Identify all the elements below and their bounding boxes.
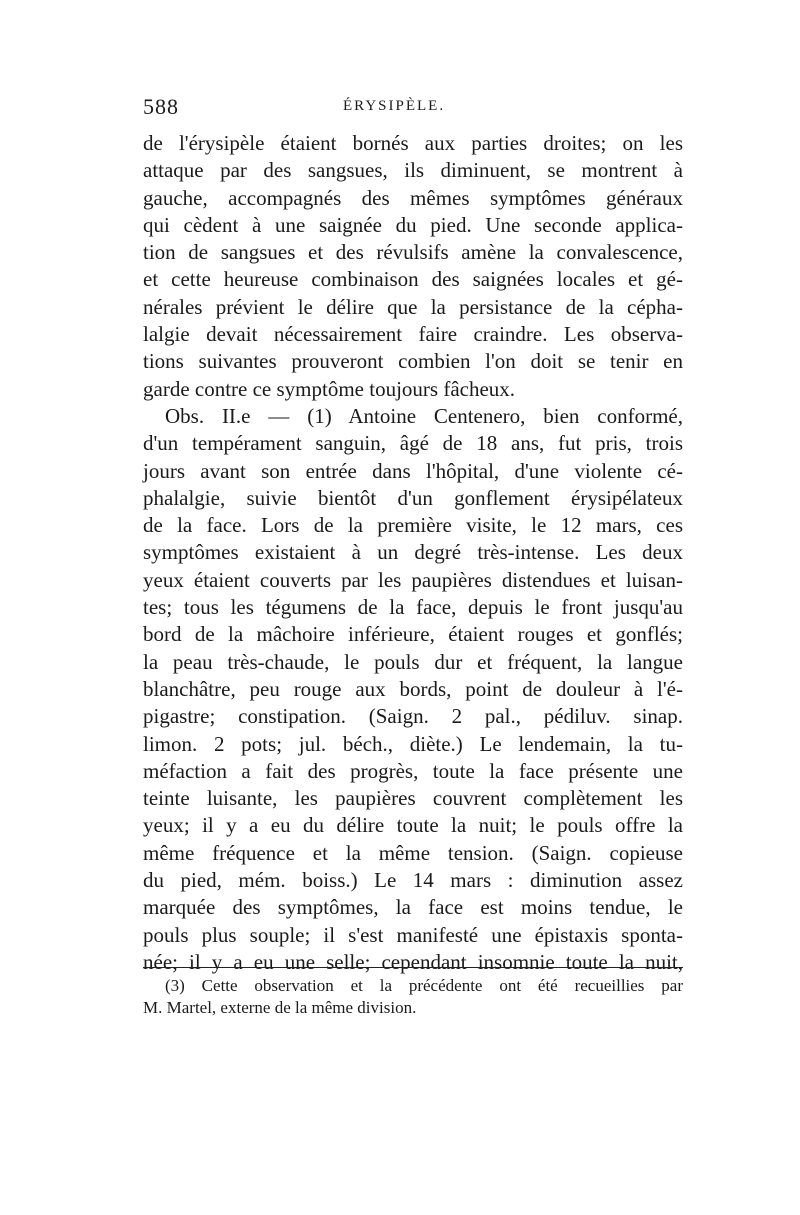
text-line: de l'érysipèle étaient bornés aux parties droites; on les [143,131,683,155]
observation-heading-line: Obs. II.e — (1) Antoine Centenero, bien conformé, [165,403,683,428]
text-line: bord de la mâchoire inférieure, étaient rouges et gonflés; [143,622,683,647]
text-line: marquée des symptômes, la face est moins tendue, le [143,895,683,920]
body-text [143,130,683,976]
text-line: pigastre; constipation. (Saign. 2 pal., pédiluv. sinap. [143,704,683,729]
text-line: du pied, mém. boiss.) Le 14 mars : diminution assez [143,868,683,893]
text-line: blanchâtre, peu rouge aux bords, point de douleur à l'é- [143,676,683,701]
footnote-line: M. Martel, externe de la même division. [143,998,417,1017]
footnotes [143,975,683,1019]
text-line: teinte luisante, les paupières couvrent complètement les [143,786,683,811]
footnote-line: (3) Cette observation et la précédente ont été recueillies par [165,976,683,995]
text-line: d'un tempérament sanguin, âgé de 18 ans, fut pris, trois [143,431,683,456]
text-line: jours avant son entrée dans l'hôpital, d'une violente cé- [143,458,683,483]
page-header [143,94,683,126]
text-line: attaque par des sangsues, ils diminuent, se montrent à [143,158,683,183]
text-line: pouls plus souple; il s'est manifesté une épistaxis sponta- [143,922,683,947]
footnote-divider [143,967,683,968]
text-line: symptômes existaient à un degré très-intense. Les deux [143,540,683,565]
text-line: limon. 2 pots; jul. béch., diète.) Le lendemain, la tu- [143,731,683,756]
text-line: yeux; il y a eu du délire toute la nuit; le pouls offre la [143,813,683,838]
text-line: la peau très-chaude, le pouls dur et fréquent, la langue [143,649,683,674]
text-line: gauche, accompagnés des mêmes symptômes généraux [143,185,683,210]
text-line: tions suivantes prouveront combien l'on doit se tenir en [143,349,683,374]
text-line: de la face. Lors de la première visite, le 12 mars, ces [143,513,683,538]
running-title: ÉRYSIPÈLE. [343,98,446,114]
text-line: méfaction a fait des progrès, toute la face présente une [143,758,683,783]
text-line: phalalgie, suivie bientôt d'un gonflement érysipélateux [143,485,683,510]
text-line: nérales prévient le délire que la persistance de la cépha- [143,294,683,319]
text-line: et cette heureuse combinaison des saignées locales et gé- [143,267,683,292]
text-line: tes; tous les tégumens de la face, depuis le front jusqu'au [143,595,683,620]
text-line: yeux étaient couverts par les paupières distendues et luisan- [143,567,683,592]
text-line: tion de sangsues et des révulsifs amène la convalescence, [143,240,683,265]
text-line: lalgie devait nécessairement faire craindre. Les observa- [143,322,683,347]
text-line: même fréquence et la même tension. (Saign. copieuse [143,840,683,865]
text-line: garde contre ce symptôme toujours fâcheux. [143,376,516,401]
page-number: 588 [143,94,179,119]
text-line: qui cèdent à une saignée du pied. Une seconde applica- [143,212,683,237]
text-line: née; il y a eu une selle; cependant insomnie toute la nuit, [143,949,683,974]
